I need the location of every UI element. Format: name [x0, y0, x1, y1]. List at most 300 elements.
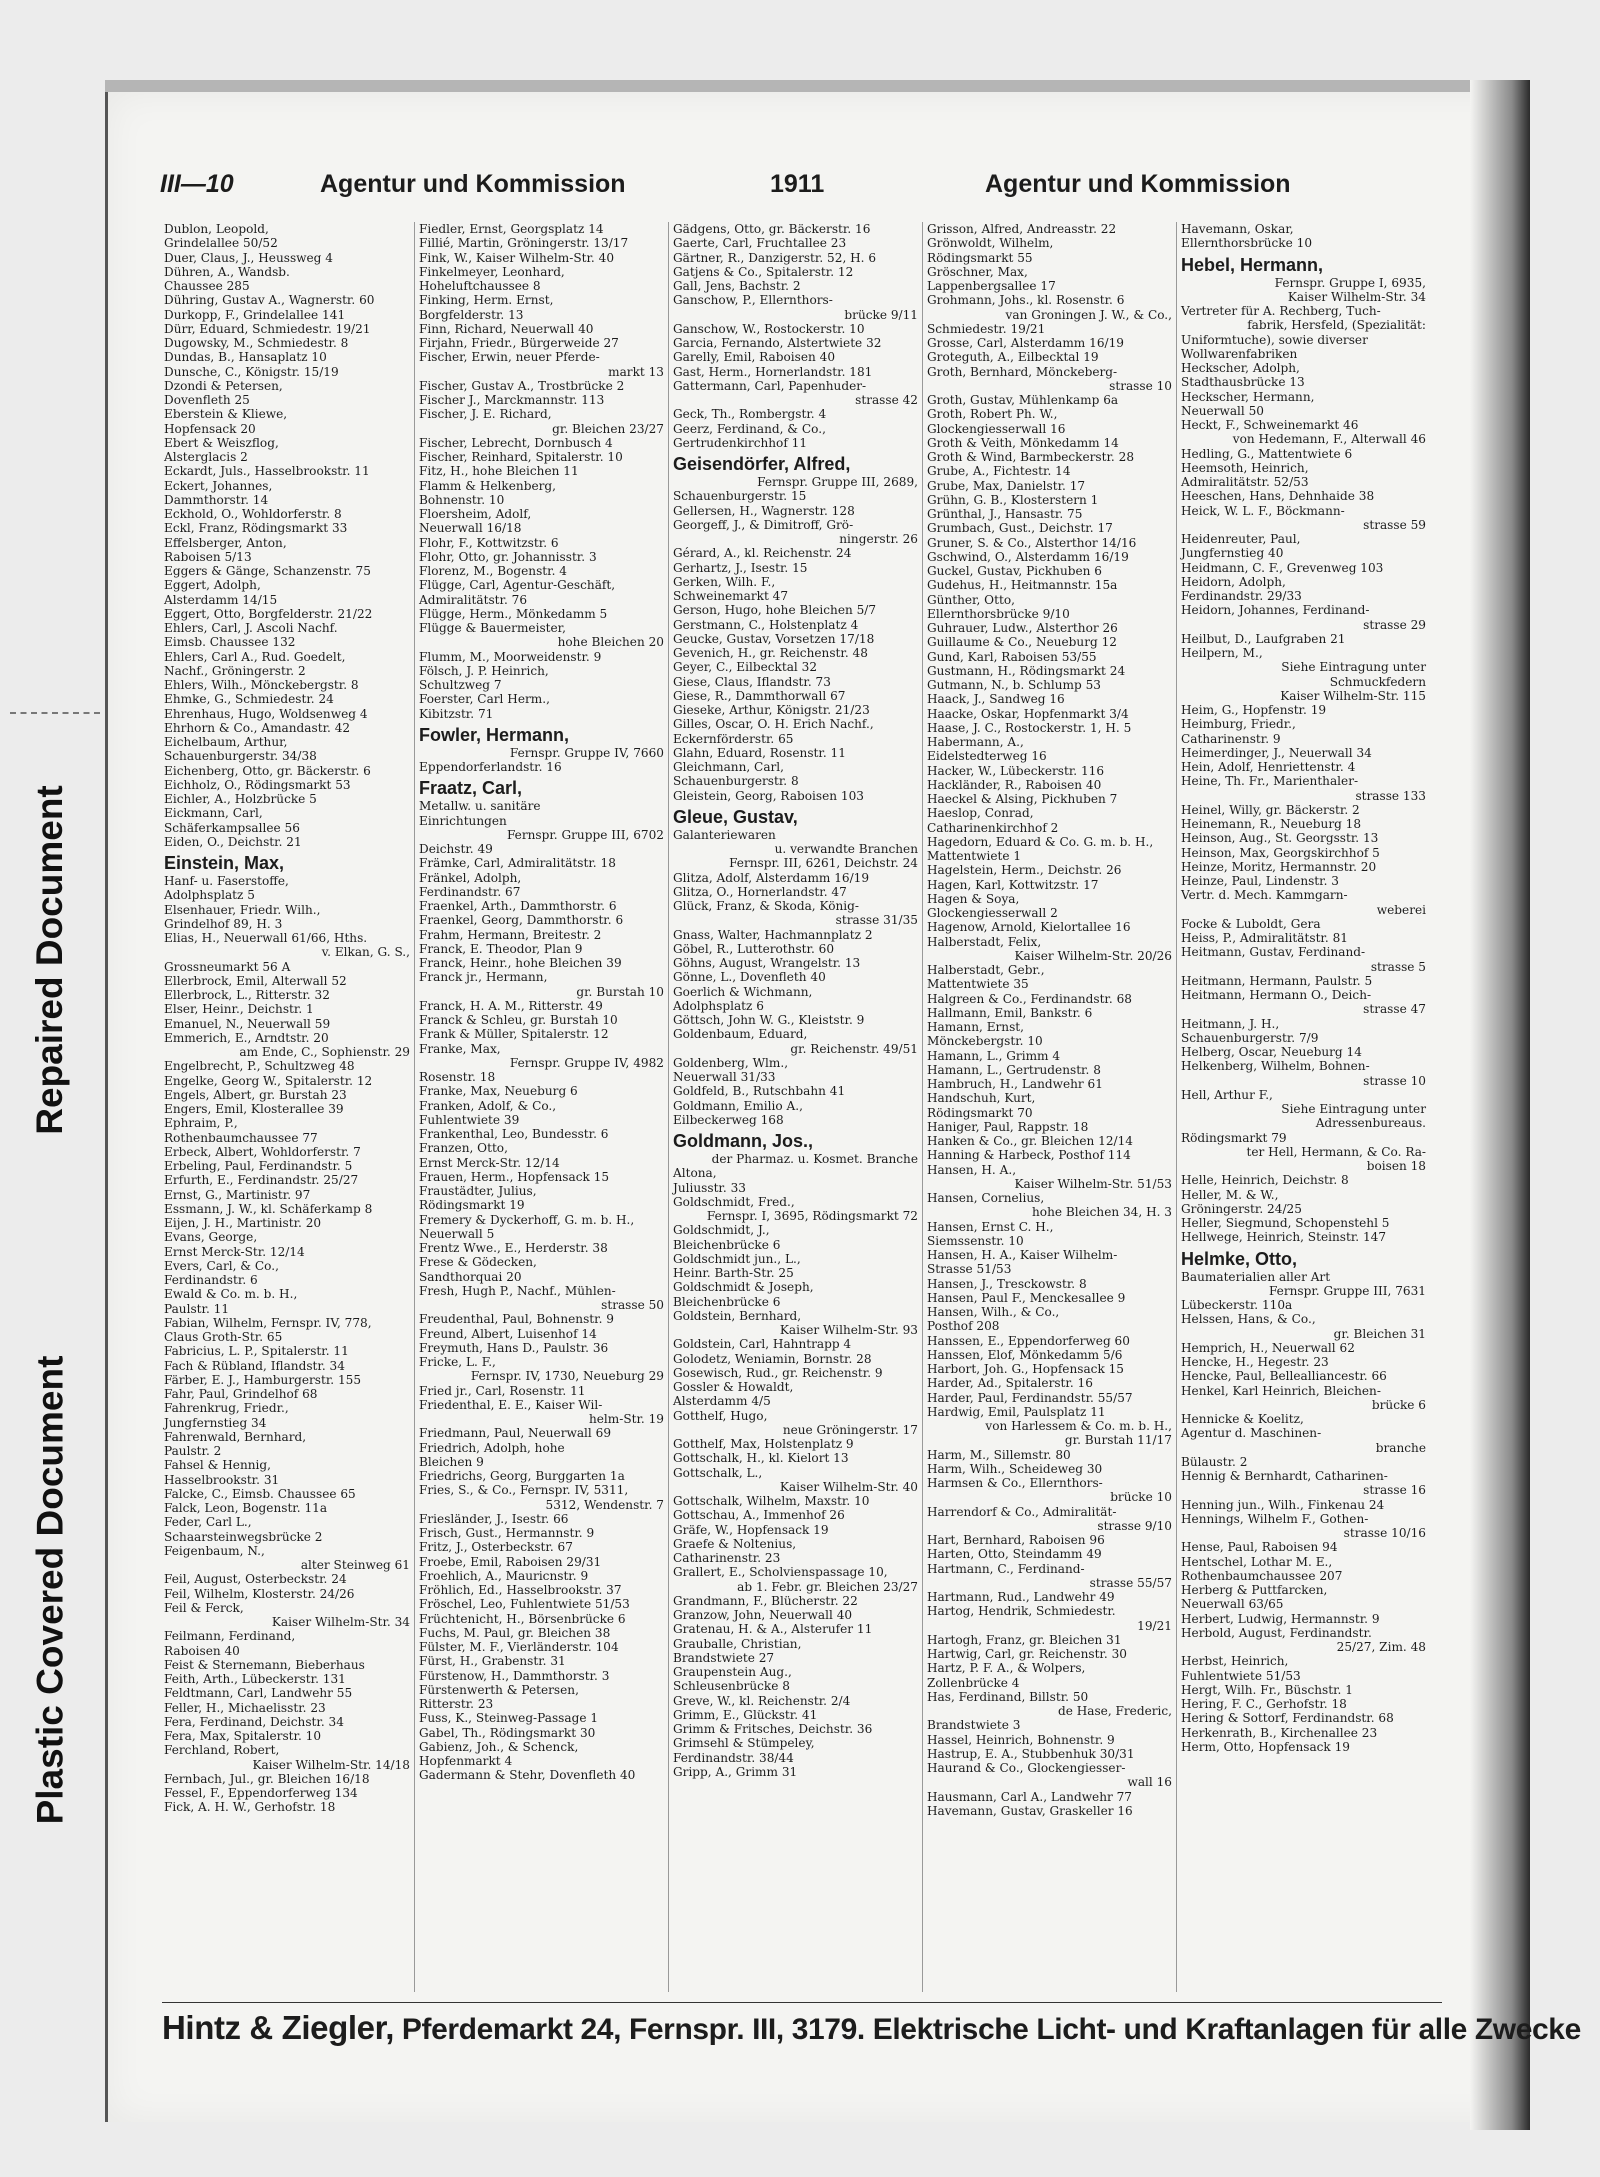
directory-entry: Gabel, Th., Rödingsmarkt 30 [419, 1725, 596, 1740]
directory-entry: Havemann, Oskar, [1181, 222, 1294, 236]
directory-entry: Bleichenbrücke 6 [673, 1237, 781, 1252]
directory-entry: Fowler, Hermann, [419, 724, 570, 745]
directory-entry: Feith, Arth., Lübeckerstr. 131 [164, 1672, 346, 1686]
directory-entry: Fach & Rübland, Iflandstr. 34 [164, 1358, 345, 1373]
directory-entry: Franck, Heinr., hohe Bleichen 39 [419, 956, 622, 970]
directory-entry: Hencke, Paul, Bellealliancestr. 66 [1181, 1369, 1387, 1384]
directory-entry: Henning jun., Wilh., Finkenau 24 [1181, 1497, 1385, 1512]
directory-entry: Ernst, G., Martinistr. 97 [164, 1187, 311, 1202]
directory-entry: Hansen, H. A., [927, 1162, 1017, 1177]
directory-entry: Fränkel, Adolph, [419, 870, 522, 885]
directory-entry: Hartmann, Rud., Landwehr 49 [927, 1590, 1115, 1604]
directory-entry: Flumm, M., Moorweidenstr. 9 [419, 649, 602, 664]
directory-entry: Rödingsmarkt 70 [927, 1105, 1033, 1120]
directory-entry: Claus Groth-Str. 65 [164, 1330, 283, 1344]
directory-entry: Ferdinandstr. 38/44 [673, 1750, 794, 1765]
directory-entry: Heim, G., Hopfenstr. 19 [1181, 703, 1327, 717]
directory-entry: ningerstr. 26 [839, 532, 918, 546]
directory-entry: Ellerbrock, L., Ritterstr. 32 [164, 988, 330, 1002]
directory-entry: Bleichen 9 [419, 1454, 484, 1469]
directory-entry: Hansen, Ernst C. H., [927, 1219, 1054, 1234]
directory-entry: Gast, Herm., Hornerlandstr. 181 [673, 364, 873, 379]
directory-entry: Helssen, Hans, & Co., [1181, 1312, 1316, 1327]
left-running-title: Agentur und Kommission [320, 170, 626, 198]
directory-entry: Alsterdamm 4/5 [673, 1394, 771, 1409]
directory-entry: Garcia, Fernando, Alstertwiete 32 [673, 336, 882, 350]
directory-entry: Fischer, Lebrecht, Dornbusch 4 [419, 435, 613, 450]
directory-entry: Fahrenwald, Bernhard, [164, 1429, 307, 1444]
directory-entry: Halberstadt, Felix, [927, 934, 1042, 949]
directory-entry: gr. Reichenstr. 49/51 [790, 1041, 918, 1056]
directory-entry: Fitz, H., hohe Bleichen 11 [419, 464, 579, 479]
directory-entry: Goldstein, Carl, Hahntrapp 4 [673, 1337, 852, 1352]
directory-entry: Giese, Claus, Iflandstr. 73 [673, 674, 831, 689]
directory-entry: Georgeff, J., & Dimitroff, Grö- [673, 517, 854, 532]
directory-entry: markt 13 [608, 364, 664, 379]
directory-entry: Hering, F. C., Gerhofstr. 18 [1181, 1697, 1347, 1711]
directory-entry: Metallw. u. sanitäre [419, 799, 541, 814]
directory-entry: Brandstwiete 27 [673, 1650, 775, 1665]
directory-entry: Bülaustr. 2 [1181, 1454, 1248, 1469]
directory-entry: Hanf- u. Faserstoffe, [164, 874, 289, 888]
directory-entry: Goerlich & Wichmann, [673, 984, 813, 999]
directory-entry: strasse 9/10 [1097, 1518, 1172, 1533]
directory-entry: branche [1375, 1440, 1426, 1455]
directory-entry: Gérard, A., kl. Reichenstr. 24 [673, 546, 852, 561]
directory-entry: Hassel, Heinrich, Bohnenstr. 9 [927, 1732, 1115, 1747]
directory-entry: Franck & Schleu, gr. Burstah 10 [419, 1013, 618, 1027]
directory-entry: Flamm & Helkenberg, [419, 478, 556, 493]
directory-entry: Harder, Paul, Ferdinandstr. 55/57 [927, 1390, 1133, 1405]
directory-entry: Fera, Max, Spitalerstr. 10 [164, 1729, 322, 1743]
directory-entry: strasse 59 [1363, 517, 1426, 532]
directory-entry: Gaerte, Carl, Fruchtallee 23 [673, 236, 847, 251]
directory-entry: Gudehus, H., Heitmannstr. 15a [927, 578, 1118, 593]
directory-entry: Heitmann, Hermann, Paulstr. 5 [1181, 973, 1373, 988]
directory-entry: Mattentwiete 35 [927, 977, 1029, 992]
directory-entry: Fahsel & Hennig, [164, 1458, 271, 1473]
directory-entry: Alsterdamm 14/15 [164, 592, 278, 607]
directory-entry: Eickmann, Carl, [164, 806, 263, 821]
directory-entry: Hausmann, Carl A., Landwehr 77 [927, 1789, 1133, 1804]
directory-entry: Grallert, E., Scholvienspassage 10, [673, 1565, 888, 1580]
directory-entry: Gröningerstr. 24/25 [1181, 1201, 1302, 1216]
directory-entry: Alsterglacis 2 [164, 450, 248, 464]
directory-entry: Fiedler, Ernst, Georgsplatz 14 [419, 222, 604, 236]
directory-entry: Gatjens & Co., Spitalerstr. 12 [673, 264, 854, 279]
directory-entry: Ellernthorsbrücke 9/10 [927, 606, 1070, 621]
directory-entry: Hentschel, Lothar M. E., [1181, 1554, 1333, 1569]
directory-entry: Fülster, M. F., Vierländerstr. 104 [419, 1640, 619, 1654]
directory-entry: Eichler, A., Holzbrücke 5 [164, 792, 317, 806]
directory-entry: Goldenberg, Wlm., [673, 1055, 789, 1070]
directory-entry: Hering & Sottorf, Ferdinandstr. 68 [1181, 1711, 1394, 1726]
directory-entry: Fick, A. H. W., Gerhofstr. 18 [164, 1800, 336, 1815]
directory-entry: Herm, Otto, Hopfensack 19 [1181, 1739, 1350, 1754]
directory-entry: Neuerwall 16/18 [419, 521, 522, 536]
directory-entry: Dublon, Leopold, [164, 222, 269, 236]
directory-entry: Floersheim, Adolf, [419, 507, 532, 521]
directory-entry: Goldenbaum, Eduard, [673, 1027, 808, 1042]
directory-entry: Heimerdinger, J., Neuerwall 34 [1181, 745, 1372, 760]
directory-entry: Frank & Müller, Spitalerstr. 12 [419, 1027, 609, 1042]
directory-entry: gr. Bleichen 23/27 [552, 421, 664, 436]
directory-entry: Flohr, Otto, gr. Johannisstr. 3 [419, 549, 597, 564]
directory-entry: Gilles, Oscar, O. H. Erich Nachf., [673, 717, 874, 732]
directory-entry: brücke 9/11 [844, 307, 918, 322]
directory-entry: Gustmann, H., Rödingsmarkt 24 [927, 663, 1126, 678]
directory-entry: Heidorn, Adolph, [1181, 574, 1286, 589]
directory-entry: Heimburg, Friedr., [1181, 717, 1296, 732]
directory-entry: Lappenbergsallee 17 [927, 279, 1056, 293]
directory-entry: Harm, M., Sillemstr. 80 [927, 1447, 1071, 1462]
directory-entry: Glahn, Eduard, Rosenstr. 11 [673, 745, 846, 760]
directory-entry: Franzen, Otto, [419, 1141, 508, 1156]
directory-entry: Falcke, C., Eimsb. Chaussee 65 [164, 1486, 356, 1501]
directory-entry: Gossler & Howaldt, [673, 1380, 794, 1394]
directory-entry: Eimsb. Chaussee 132 [164, 635, 296, 650]
directory-entry: Havemann, Gustav, Graskeller 16 [927, 1803, 1133, 1818]
directory-entry: Heick, W. L. F., Böckmann- [1181, 503, 1345, 518]
directory-entry: Hagedorn, Eduard & Co. G. m. b. H., [927, 834, 1154, 849]
advertisement-text: Pferdemarkt 24, Fernspr. III, 3179. Elektrische Licht- und Kraftanlagen für alle Zwecke [393, 2013, 1581, 2046]
directory-entry: Grindelallee 50/52 [164, 236, 278, 251]
directory-entry: Frahm, Hermann, Breitestr. 2 [419, 927, 602, 942]
directory-entry: Fischer, Reinhard, Spitalerstr. 10 [419, 450, 623, 464]
directory-entry: Schäferkampsallee 56 [164, 820, 300, 835]
directory-entry: Heidorn, Johannes, Ferdinand- [1181, 603, 1370, 618]
directory-entry: Grindelhof 89, H. 3 [164, 916, 283, 931]
directory-entry: Heilbut, D., Laufgraben 21 [1181, 631, 1346, 646]
advertiser-name: Hintz & Ziegler, [162, 2009, 394, 2046]
directory-entry: Harmsen & Co., Ellernthors- [927, 1476, 1103, 1490]
directory-entry: Schweinemarkt 47 [673, 589, 789, 603]
label-plastic-covered-document: Plastic Covered Document [29, 1355, 70, 1825]
directory-entry: Fillié, Martin, Gröningerstr. 13/17 [419, 236, 629, 251]
directory-entry: Glitza, O., Hornerlandstr. 47 [673, 884, 847, 899]
directory-columns [160, 222, 1430, 1992]
directory-entry: strasse 10/16 [1343, 1526, 1426, 1540]
directory-entry: gr. Burstah 10 [576, 984, 664, 999]
directory-entry: Schauenburgerstr. 7/9 [1181, 1030, 1319, 1045]
directory-entry: Rosenstr. 18 [419, 1070, 496, 1084]
directory-entry: Rödingsmarkt 55 [927, 250, 1033, 265]
directory-entry: Eggers & Gänge, Schanzenstr. 75 [164, 564, 371, 578]
directory-entry: Friedenthal, E. E., Kaiser Wil- [419, 1397, 603, 1412]
directory-entry: Fürstenow, H., Dammthorstr. 3 [419, 1668, 610, 1683]
directory-entry: Harbort, Joh. G., Hopfensack 15 [927, 1362, 1125, 1376]
directory-entry: Lübeckerstr. 110a [1181, 1298, 1293, 1312]
directory-entry: Fischer, J. E. Richard, [419, 407, 552, 422]
directory-column-3 [668, 222, 922, 1992]
directory-entry: Hebel, Hermann, [1181, 254, 1324, 275]
directory-entry: Fried jr., Carl, Rosenstr. 11 [419, 1383, 586, 1398]
directory-entry: Heckt, F., Schweinemarkt 46 [1181, 418, 1359, 432]
directory-entry: Graefe & Noltenius, [673, 1536, 797, 1551]
directory-entry: Fernspr. Gruppe IV, 7660 [509, 745, 664, 760]
directory-entry: Einstein, Max, [164, 853, 285, 873]
directory-entry: Elser, Heinr., Deichstr. 1 [164, 1002, 314, 1017]
directory-entry: Schauenburgerstr. 34/38 [164, 749, 317, 764]
directory-entry: Eckl, Franz, Rödingsmarkt 33 [164, 521, 348, 536]
directory-entry: Schmuckfedern [1329, 674, 1426, 689]
directory-entry: Hartogh, Franz, gr. Bleichen 31 [927, 1632, 1122, 1647]
directory-entry: Helkenberg, Wilhelm, Bohnen- [1181, 1059, 1370, 1074]
directory-entry: Heinze, Moritz, Hermannstr. 20 [1181, 859, 1377, 874]
directory-entry: Mönckebergstr. 10 [927, 1034, 1043, 1049]
directory-entry: Finn, Richard, Neuerwall 40 [419, 321, 594, 336]
directory-entry: Ehlers, Wilh., Mönckebergstr. 8 [164, 678, 359, 692]
directory-entry: Fernspr. Gruppe I, 6935, [1274, 275, 1426, 290]
directory-entry: Fischer, Gustav A., Trostbrücke 2 [419, 378, 625, 393]
directory-entry: Geisendörfer, Alfred, [673, 454, 851, 474]
directory-entry: Raboisen 5/13 [164, 549, 252, 564]
directory-entry: Hennings, Wilhelm F., Gothen- [1181, 1511, 1369, 1526]
directory-entry: Gotthelf, Hugo, [673, 1408, 768, 1423]
directory-entry: Gall, Jens, Bachstr. 2 [673, 279, 801, 293]
directory-entry: Fölsch, J. P. Heinrich, [419, 663, 549, 678]
directory-entry: Graupenstein Aug., [673, 1665, 792, 1679]
directory-entry: Goldschmidt jun., L., [673, 1251, 801, 1266]
directory-entry: Hambruch, H., Landwehr 61 [927, 1077, 1103, 1091]
directory-entry: Hansen, J., Tresckowstr. 8 [927, 1276, 1087, 1291]
directory-entry: Jungfernstieg 40 [1181, 546, 1284, 561]
directory-entry: Siehe Eintragung unter [1281, 1102, 1426, 1116]
directory-entry: Harm, Wilh., Scheideweg 30 [927, 1461, 1103, 1476]
directory-entry: Feil, Wilhelm, Klosterstr. 24/26 [164, 1586, 355, 1601]
directory-entry: Grauballe, Christian, [673, 1636, 802, 1651]
directory-entry: Halgreen & Co., Ferdinandstr. 68 [927, 991, 1132, 1006]
directory-entry: Främke, Carl, Admiralitätstr. 18 [419, 856, 616, 871]
directory-entry: Friesländer, J., Isestr. 66 [419, 1511, 569, 1526]
directory-entry: Grisson, Alfred, Andreasstr. 22 [927, 222, 1117, 236]
directory-entry: Franke, Max, [419, 1041, 501, 1056]
directory-entry: Fremery & Dyckerhoff, G. m. b. H., [419, 1212, 635, 1227]
directory-entry: Herberg & Puttfarcken, [1181, 1583, 1328, 1597]
directory-entry: fabrik, Hersfeld, (Spezialität: [1247, 318, 1426, 333]
directory-entry: Helle, Heinrich, Deichstr. 8 [1181, 1173, 1349, 1188]
directory-entry: Friedrich, Adolph, hohe [419, 1440, 565, 1455]
directory-entry: Gottschau, A., Immenhof 26 [673, 1508, 845, 1523]
directory-entry: Frauen, Herm., Hopfensack 15 [419, 1169, 610, 1184]
directory-entry: Grimm & Fritsches, Deichstr. 36 [673, 1722, 873, 1736]
directory-entry: Gattermann, Carl, Papenhuder- [673, 378, 867, 393]
directory-entry: Halberstadt, Gebr., [927, 963, 1045, 977]
directory-entry: Mattentwiete 1 [927, 849, 1022, 863]
directory-entry: Hastrup, E. A., Stubbenhuk 30/31 [927, 1746, 1135, 1761]
directory-entry: Grosse, Carl, Alsterdamm 16/19 [927, 336, 1124, 350]
directory-entry: Hagenow, Arnold, Kielortallee 16 [927, 920, 1131, 935]
directory-entry: am Ende, C., Sophienstr. 29 [239, 1045, 410, 1059]
directory-entry: Ebert & Weiszflog, [164, 435, 279, 450]
directory-entry: Hopfenmarkt 4 [419, 1754, 513, 1768]
directory-entry: Fahr, Paul, Grindelhof 68 [164, 1387, 318, 1401]
directory-entry: Gotthelf, Max, Holstenplatz 9 [673, 1437, 854, 1451]
directory-entry: Hackländer, R., Raboisen 40 [927, 777, 1102, 792]
directory-entry: Fernspr. IV, 1730, Neueburg 29 [470, 1369, 664, 1384]
directory-entry: Haase, J. C., Rostockerstr. 1, H. 5 [927, 720, 1132, 735]
directory-entry: Baumaterialien aller Art [1181, 1269, 1331, 1284]
directory-entry: Ehlers, Carl A., Rud. Goedelt, [164, 649, 346, 664]
directory-entry: Galanteriewaren [673, 827, 776, 842]
directory-entry: strasse 50 [601, 1298, 664, 1312]
directory-entry: Gutmann, N., b. Schlump 53 [927, 678, 1101, 692]
directory-entry: Glockengiesserwall 2 [927, 906, 1058, 920]
directory-entry: Ephraim, P., [164, 1116, 238, 1131]
directory-entry: Heller, M. & W., [1181, 1187, 1279, 1202]
directory-entry: Kaiser Wilhelm-Str. 34 [271, 1615, 410, 1629]
directory-entry: Heinemann, R., Neueburg 18 [1181, 817, 1362, 831]
directory-entry: Vertr. d. Mech. Kammgarn- [1181, 888, 1348, 903]
directory-entry: Hergt, Wilh. Fr., Büschstr. 1 [1181, 1682, 1353, 1697]
directory-entry: Groth, Robert Ph. W., [927, 407, 1058, 422]
directory-entry: Heinson, Aug., St. Georgsstr. 13 [1181, 831, 1379, 846]
directory-entry: v. Elkan, G. S., [321, 945, 410, 960]
directory-entry: strasse 31/35 [835, 913, 918, 928]
directory-entry: 19/21 [1137, 1618, 1172, 1633]
directory-entry: Dammthorstr. 14 [164, 492, 269, 507]
directory-entry: Eckert, Johannes, [164, 478, 273, 493]
directory-entry: Fink, W., Kaiser Wilhelm-Str. 40 [419, 250, 615, 265]
directory-entry: Franck jr., Hermann, [419, 970, 548, 985]
directory-entry: Erfurth, E., Ferdinandstr. 25/27 [164, 1173, 359, 1188]
directory-entry: von Harlessem & Co. m. b. H., [985, 1419, 1172, 1433]
directory-entry: Hartmann, C., Ferdinand- [927, 1561, 1085, 1576]
directory-entry: Ferchland, Robert, [164, 1743, 280, 1758]
directory-entry: u. verwandte Branchen [774, 842, 918, 856]
directory-entry: Adolphsplatz 6 [673, 998, 764, 1013]
directory-entry: Franke, Max, Neueburg 6 [419, 1084, 578, 1099]
directory-entry: Göttsch, John W. G., Kleiststr. 9 [673, 1013, 865, 1027]
directory-entry: Gratenau, H. & A., Alsterufer 11 [673, 1622, 873, 1637]
directory-entry: Ferdinandstr. 67 [419, 884, 521, 899]
directory-entry: Neuerwall 5 [419, 1226, 495, 1241]
directory-entry: Evans, George, [164, 1230, 258, 1245]
directory-entry: Eberstein & Kliewe, [164, 407, 288, 422]
directory-entry: Dovenfleth 25 [164, 393, 250, 407]
directory-entry: Dühring, Gustav A., Wagnerstr. 60 [164, 293, 375, 308]
directory-entry: Fröhlich, Ed., Hasselbrookstr. 37 [419, 1583, 622, 1597]
directory-entry: Wollwarenfabriken [1181, 346, 1298, 361]
directory-entry: strasse 5 [1370, 959, 1426, 974]
page-header [160, 170, 1430, 204]
directory-entry: Kaiser Wilhelm-Str. 93 [779, 1323, 918, 1337]
directory-entry: Adressenbureaus. [1315, 1116, 1426, 1131]
directory-entry: Eidelstedterweg 16 [927, 749, 1047, 764]
directory-entry: Rothenbaumchaussee 207 [1181, 1568, 1343, 1583]
directory-entry: Groth & Veith, Mönkedamm 14 [927, 435, 1119, 450]
directory-entry: Kaiser Wilhelm-Str. 20/26 [1014, 948, 1172, 963]
directory-entry: Goldschmidt, J., [673, 1223, 770, 1238]
directory-entry: Dundas, B., Hansaplatz 10 [164, 350, 327, 365]
directory-entry: Feller, H., Michaelisstr. 23 [164, 1700, 326, 1715]
directory-entry: Hellwege, Heinrich, Steinstr. 147 [1181, 1230, 1387, 1245]
directory-entry: Feilmann, Ferdinand, [164, 1629, 296, 1644]
directory-entry: Grumbach, Gust., Deichstr. 17 [927, 521, 1113, 536]
directory-entry: Fernspr. Gruppe IV, 4982 [509, 1055, 664, 1070]
directory-entry: Elias, H., Neuerwall 61/66, Hths. [164, 931, 368, 945]
directory-entry: Gieseke, Arthur, Königstr. 21/23 [673, 703, 870, 717]
directory-entry: de Hase, Frederic, [1057, 1704, 1172, 1718]
directory-entry: strasse 10 [1109, 378, 1172, 393]
directory-entry: Ehrhorn & Co., Amandastr. 42 [164, 720, 351, 735]
directory-entry: Glockengiesserwall 16 [927, 421, 1066, 436]
directory-entry: hohe Bleichen 34, H. 3 [1032, 1205, 1172, 1220]
directory-entry: Altona, [673, 1166, 717, 1181]
directory-entry: Gund, Karl, Raboisen 53/55 [927, 649, 1097, 664]
directory-entry: Schleusenbrücke 8 [673, 1679, 790, 1694]
directory-entry: Färber, E. J., Hamburgerstr. 155 [164, 1372, 362, 1387]
directory-entry: Erbeling, Paul, Ferdinandstr. 5 [164, 1159, 353, 1173]
directory-entry: Heckscher, Adolph, [1181, 361, 1300, 375]
directory-entry: Gottschalk, H., kl. Kielort 13 [673, 1451, 849, 1466]
directory-entry: hohe Bleichen 20 [557, 635, 664, 650]
directory-entry: Heidmann, C. F., Grevenweg 103 [1181, 560, 1384, 575]
directory-entry: Freund, Albert, Luisenhof 14 [419, 1326, 597, 1341]
directory-entry: Fraatz, Carl, [419, 778, 523, 799]
directory-entry: strasse 133 [1355, 788, 1426, 803]
directory-entry: Ritterstr. 23 [419, 1697, 494, 1711]
directory-entry: Franken, Adolf, & Co., [419, 1098, 557, 1113]
directory-entry: Heinze, Paul, Lindenstr. 3 [1181, 874, 1340, 888]
directory-entry: strasse 16 [1363, 1483, 1426, 1498]
directory-entry: Froehlich, A., Mauricnstr. 9 [419, 1568, 589, 1583]
directory-entry: Gröschner, Max, [927, 264, 1028, 279]
directory-entry: Eckernförderstr. 65 [673, 731, 794, 746]
directory-entry: Flügge, Carl, Agentur-Geschäft, [419, 578, 616, 593]
directory-entry: Hartz, P. F. A., & Wolpers, [927, 1661, 1086, 1676]
directory-entry: Gschwind, O., Alsterdamm 16/19 [927, 549, 1129, 564]
directory-entry: Fera, Ferdinand, Deichstr. 34 [164, 1714, 344, 1729]
directory-entry: Gärtner, R., Danzigerstr. 52, H. 6 [673, 250, 877, 265]
directory-entry: Neuerwall 50 [1181, 403, 1264, 418]
directory-entry: Hansen, H. A., Kaiser Wilhelm- [927, 1248, 1118, 1262]
directory-entry: Guillaume & Co., Neueburg 12 [927, 635, 1117, 650]
directory-entry: Emmerich, E., Arndtstr. 20 [164, 1030, 329, 1045]
directory-entry: Eckhold, O., Wohldorferstr. 8 [164, 507, 342, 521]
directory-entry: brücke 10 [1110, 1490, 1172, 1505]
directory-entry: Gevenich, H., gr. Reichenstr. 48 [673, 646, 868, 660]
page-number: III—10 [160, 170, 234, 198]
directory-entry: Foerster, Carl Herm., [419, 692, 550, 707]
directory-entry: Eichholz, O., Rödingsmarkt 53 [164, 777, 351, 792]
directory-entry: Strasse 51/53 [927, 1262, 1012, 1277]
directory-entry: Heinel, Willy, gr. Bäckerstr. 2 [1181, 802, 1360, 817]
directory-entry: Helberg, Oscar, Neueburg 14 [1181, 1045, 1362, 1059]
directory-entry: Fabian, Wilhelm, Fernspr. IV, 778, [164, 1315, 372, 1330]
directory-entry: Heitmann, Gustav, Ferdinand- [1181, 945, 1366, 960]
directory-entry: Heinson, Max, Georgskirchhof 5 [1181, 845, 1380, 860]
directory-entry: Gripp, A., Grimm 31 [673, 1764, 798, 1779]
directory-entry: Geerz, Ferdinand, & Co., [673, 421, 826, 436]
directory-entry: strasse 10 [1363, 1073, 1426, 1088]
directory-entry: Dühren, A., Wandsb. [164, 264, 290, 279]
directory-entry: Hamann, Ernst, [927, 1020, 1025, 1034]
directory-entry: Geyer, C., Eilbecktal 32 [673, 660, 818, 675]
directory-entry: Admiralitätstr. 76 [419, 592, 528, 607]
directory-entry: strasse 55/57 [1089, 1575, 1172, 1590]
directory-entry: Hennicke & Koelitz, [1181, 1412, 1304, 1426]
directory-entry: Heine, Th. Fr., Marienthaler- [1181, 774, 1359, 789]
directory-entry: Gadermann & Stehr, Dovenfleth 40 [419, 1768, 636, 1783]
directory-entry: Firjahn, Friedr., Bürgerweide 27 [419, 336, 619, 350]
directory-entry: Schaarsteinwegsbrücke 2 [164, 1529, 323, 1544]
directory-entry: Eilbeckerweg 168 [673, 1112, 784, 1127]
directory-entry: Gertrudenkirchhof 11 [673, 435, 808, 450]
directory-entry: Neuerwall 31/33 [673, 1070, 776, 1084]
directory-entry: Friedmann, Paul, Neuerwall 69 [419, 1426, 612, 1441]
directory-entry: Hamann, L., Gertrudenstr. 8 [927, 1062, 1101, 1077]
